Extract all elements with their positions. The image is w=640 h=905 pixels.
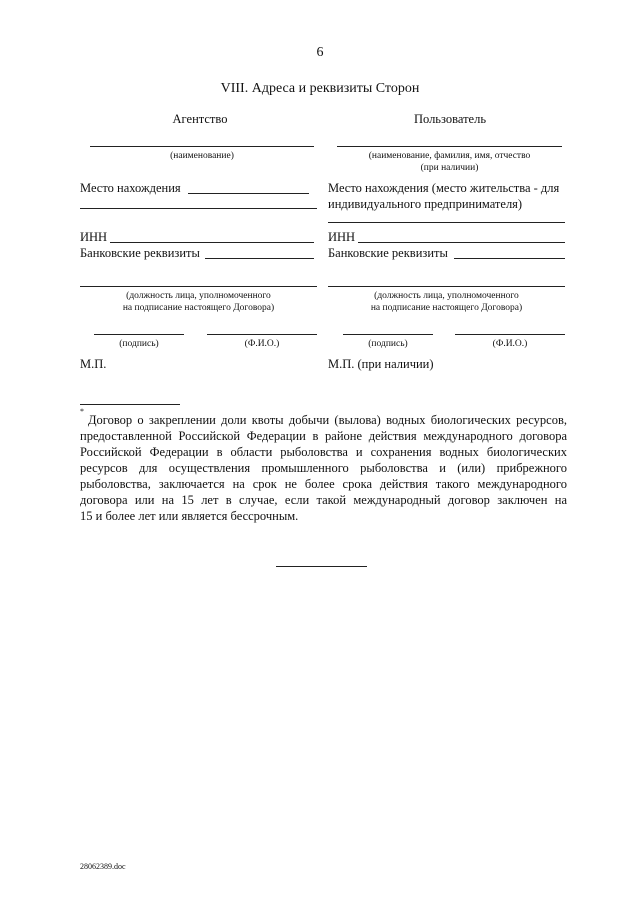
user-location-label-1: Место нахождения (место жительства - для	[328, 181, 560, 195]
user-seal: М.П. (при наличии)	[328, 357, 434, 371]
agency-bank-label: Банковские реквизиты	[80, 246, 200, 260]
agency-inn-line	[110, 242, 314, 243]
user-signature-line	[343, 334, 433, 335]
agency-name-line	[90, 146, 314, 147]
user-position-caption-2: на подписание настоящего Договора)	[370, 303, 523, 313]
user-location-label-2: индивидуального предпринимателя)	[328, 197, 523, 211]
agency-signature-caption: (подпись)	[119, 339, 159, 349]
agency-fio-caption: (Ф.И.О.)	[244, 339, 280, 349]
footnote-line: Российской Федерации в области рыболовства и сохранения водных биологических	[80, 445, 567, 459]
user-bank-line	[454, 258, 565, 259]
agency-position-caption-2: на подписание настоящего Договора)	[122, 303, 275, 313]
agency-heading: Агентство	[172, 112, 228, 126]
footnote-line: 15 и более лет или является бессрочным.	[80, 509, 299, 523]
footnote-line: предоставленной Российской Федерации в районе действия международного договора	[80, 429, 567, 443]
user-position-caption-1: (должность лица, уполномоченного	[374, 291, 519, 301]
doc-id: 28062389.doc	[80, 862, 126, 871]
agency-fio-line	[207, 334, 317, 335]
user-bank-label: Банковские реквизиты	[328, 246, 448, 260]
footnote-line: договора или на 15 лет в случае, если такой международный договор заключен на	[80, 493, 567, 507]
page-number: 6	[316, 45, 324, 60]
user-name-caption-1: (наименование, фамилия, имя, отчество	[368, 151, 531, 161]
agency-bank-line	[205, 258, 314, 259]
agency-location-line	[188, 193, 309, 194]
user-inn-label: ИНН	[328, 230, 356, 244]
footnote-line: Договор о закреплении доли квоты добычи (вылова) водных биологических ресурсов,	[88, 413, 567, 427]
agency-location-label: Место нахождения	[80, 181, 181, 195]
footnote-marker: *	[80, 407, 84, 416]
agency-signature-line	[94, 334, 184, 335]
user-position-line	[328, 286, 565, 287]
user-signature-caption: (подпись)	[368, 339, 408, 349]
section-title: VIII. Адреса и реквизиты Сторон	[220, 81, 420, 96]
agency-inn-label: ИНН	[80, 230, 108, 244]
user-fio-caption: (Ф.И.О.)	[492, 339, 528, 349]
footnote-line: ресурсов для осуществления промышленного рыболовства и (или) прибрежного	[80, 461, 567, 475]
user-heading: Пользователь	[413, 112, 487, 126]
agency-name-caption: (наименование)	[170, 151, 234, 161]
agency-position-caption-1: (должность лица, уполномоченного	[126, 291, 271, 301]
user-fio-line	[455, 334, 565, 335]
footnote-separator	[80, 404, 180, 405]
user-inn-line	[358, 242, 565, 243]
end-rule	[276, 566, 367, 567]
user-location-line	[328, 222, 565, 223]
agency-location-line-2	[80, 208, 317, 209]
footnote-line: рыболовства, заключается на срок не более срока действия такого международного	[80, 477, 567, 491]
agency-seal: М.П.	[80, 357, 107, 371]
agency-position-line	[80, 286, 317, 287]
footnote-text	[80, 412, 567, 524]
user-name-line	[337, 146, 562, 147]
user-name-caption-2: (при наличии)	[420, 163, 479, 173]
